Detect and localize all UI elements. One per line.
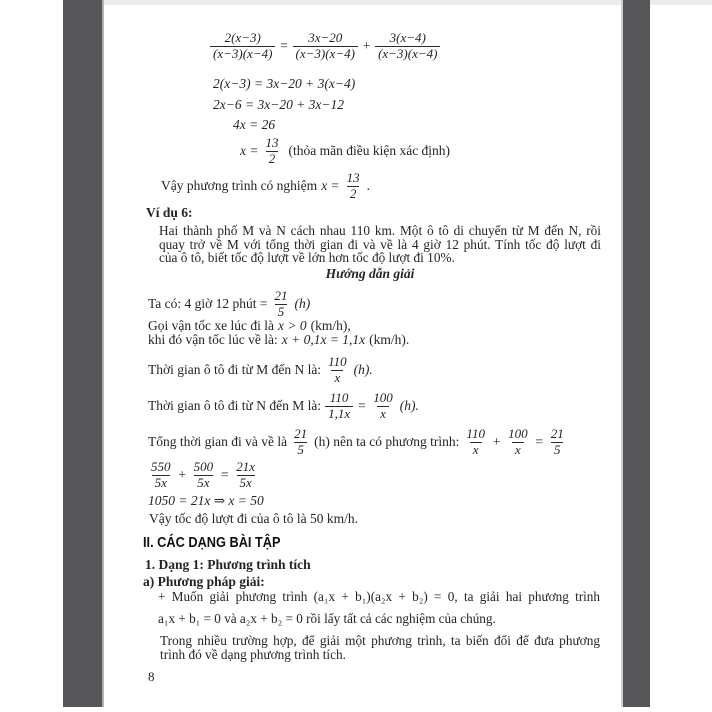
equation-step: 2x−6 = 3x−20 + 3x−12 bbox=[213, 97, 345, 112]
line-text: Ta có: 4 giờ 12 phút = bbox=[148, 295, 268, 311]
unit-label: (h) bbox=[294, 295, 311, 311]
equals-sign: = bbox=[534, 433, 544, 449]
book-edge-left bbox=[63, 0, 104, 707]
fraction-numerator: 550 bbox=[151, 459, 171, 474]
fraction-denominator: 2 bbox=[266, 151, 279, 167]
equation-result-line bbox=[240, 136, 450, 166]
fraction-numerator: 500 bbox=[193, 459, 214, 474]
fraction-denominator: (x−3)(x−4) bbox=[375, 46, 440, 62]
fraction-numerator: 110 bbox=[329, 390, 349, 405]
fraction bbox=[375, 31, 440, 61]
condition-note: (thỏa mãn điều kiện xác định) bbox=[288, 142, 451, 158]
equation-lhs: x = bbox=[240, 142, 259, 158]
fraction bbox=[505, 427, 531, 457]
equals-sign: = bbox=[279, 37, 289, 53]
fraction-denominator: 5x bbox=[152, 475, 170, 491]
solve-step: 1050 = 21x ⇒ x = 50 bbox=[148, 493, 264, 508]
fraction-denominator: 5x bbox=[194, 475, 212, 491]
time-mn-line bbox=[148, 355, 373, 385]
fraction-denominator: 5 bbox=[551, 442, 564, 458]
equation-step: 4x = 26 bbox=[233, 117, 276, 132]
equals-sign: = bbox=[220, 466, 230, 482]
fraction-denominator: (x−3)(x−4) bbox=[293, 46, 358, 62]
equation-step: 2(x−3) = 3x−20 + 3(x−4) bbox=[213, 76, 356, 91]
time-nm-line bbox=[148, 391, 419, 421]
unit-label: (km/h). bbox=[369, 332, 410, 347]
example-heading: Ví dụ 6: bbox=[146, 205, 193, 220]
fraction-denominator: x bbox=[512, 442, 524, 458]
fraction bbox=[191, 460, 217, 490]
plus-sign: + bbox=[491, 433, 502, 449]
period: . bbox=[366, 177, 371, 193]
math-expression: x + 0,1x = 1,1x bbox=[281, 332, 366, 347]
solution-guide-heading: Hướng dẫn giải bbox=[325, 266, 415, 281]
fraction bbox=[370, 391, 396, 421]
fraction-numerator: 21x bbox=[236, 459, 256, 474]
line-text: Tổng thời gian đi và về là bbox=[148, 433, 288, 449]
equation-lhs: x = bbox=[321, 177, 340, 193]
fraction-numerator: 3x−20 bbox=[308, 30, 343, 45]
unit-label: (km/h), bbox=[310, 318, 351, 333]
example-body-line: Hai thành phố M và N cách nhau 110 km. Một ô tô di chuyển từ M đến N, rồi bbox=[159, 223, 601, 238]
conclusion-line bbox=[161, 171, 370, 201]
method-line: a₁x + b₁ = 0 và a₂x + b₂ = 0 rồi lấy tất cả các nghiệm của chúng. bbox=[158, 611, 496, 626]
fraction-denominator: 5 bbox=[294, 442, 307, 458]
return-speed-line bbox=[148, 333, 409, 347]
fraction-numerator: 100 bbox=[373, 390, 393, 405]
fraction-denominator: 2 bbox=[347, 186, 360, 202]
fraction-numerator: 110 bbox=[328, 354, 347, 369]
fraction-numerator: 21 bbox=[550, 426, 564, 441]
line-text: Thời gian ô tô đi từ N đến M là: bbox=[148, 397, 322, 413]
note-line: Trong nhiều trường hợp, để giải một phương trình, ta biến đổi để đưa phương bbox=[160, 633, 600, 648]
unit-label: (h). bbox=[399, 397, 419, 413]
example-body-line: của ô tô, biết tốc độ lượt về lớn hơn tốc độ lượt đi 10%. bbox=[159, 250, 455, 265]
section-heading: II. CÁC DẠNG BÀI TẬP bbox=[143, 535, 281, 551]
total-time-equation-line bbox=[148, 427, 567, 457]
fraction bbox=[291, 427, 310, 457]
fraction bbox=[148, 460, 174, 490]
line-text: (h) nên ta có phương trình: bbox=[314, 433, 460, 449]
page-top-edge bbox=[63, 0, 712, 5]
conclusion-text: Vậy phương trình có nghiệm bbox=[161, 177, 318, 193]
fraction bbox=[210, 31, 275, 61]
example-conclusion: Vậy tốc độ lượt đi của ô tô là 50 km/h. bbox=[149, 511, 359, 526]
fraction bbox=[325, 391, 353, 421]
page-number: 8 bbox=[148, 669, 155, 684]
fraction bbox=[272, 289, 291, 319]
time-conversion-line bbox=[148, 289, 310, 319]
fraction-numerator: 2(x−3) bbox=[224, 30, 261, 45]
fraction bbox=[325, 355, 350, 385]
fraction-denominator: 5x bbox=[237, 475, 255, 491]
fraction-numerator: 13 bbox=[265, 135, 279, 150]
fraction-numerator: 21 bbox=[294, 426, 308, 441]
fraction-numerator: 100 bbox=[508, 426, 528, 441]
line-text: Gọi vận tốc xe lúc đi là bbox=[148, 318, 274, 333]
plus-sign: + bbox=[177, 466, 187, 482]
fraction bbox=[463, 427, 488, 457]
equals-sign: = bbox=[357, 397, 367, 413]
fraction bbox=[293, 31, 358, 61]
fraction-denominator: x bbox=[331, 370, 343, 386]
fraction-denominator: x bbox=[377, 406, 389, 422]
line-text: Thời gian ô tô đi từ M đến N là: bbox=[148, 361, 322, 377]
fraction-numerator: 3(x−4) bbox=[389, 30, 426, 45]
fraction-denominator: (x−3)(x−4) bbox=[210, 46, 275, 62]
book-edge-right bbox=[621, 0, 650, 707]
equation-fraction-row bbox=[210, 31, 440, 61]
fraction-numerator: 13 bbox=[346, 170, 360, 185]
unit-label: (h). bbox=[353, 361, 373, 377]
plus-sign: + bbox=[361, 37, 372, 53]
fraction bbox=[344, 171, 363, 201]
note-line: trình đó về dạng phương trình tích. bbox=[160, 647, 346, 662]
fraction bbox=[262, 136, 281, 166]
subsection-heading: 1. Dạng 1: Phương trình tích bbox=[145, 557, 311, 572]
line-text: khi đó vận tốc lúc về là: bbox=[148, 332, 278, 347]
method-line: + Muốn giải phương trình (a₁x + b₁)(a₂x + b₂) = 0, ta giải hai phương trình bbox=[158, 589, 600, 604]
fraction-denominator: x bbox=[470, 442, 482, 458]
method-heading: a) Phương pháp giải: bbox=[143, 574, 265, 589]
fraction bbox=[233, 460, 258, 490]
fraction-numerator: 21 bbox=[274, 288, 288, 303]
fraction bbox=[548, 427, 567, 457]
math-expression: x > 0 bbox=[277, 318, 307, 333]
fraction-denominator: 1,1x bbox=[325, 406, 353, 422]
example-body-line: quay trở về M với tổng thời gian đi và về là 4 giờ 12 phút. Tính tốc độ lượt đi bbox=[159, 237, 601, 252]
fraction-sum-line bbox=[148, 460, 258, 490]
fraction-numerator: 110 bbox=[466, 426, 485, 441]
fraction-denominator: 5 bbox=[275, 304, 288, 320]
